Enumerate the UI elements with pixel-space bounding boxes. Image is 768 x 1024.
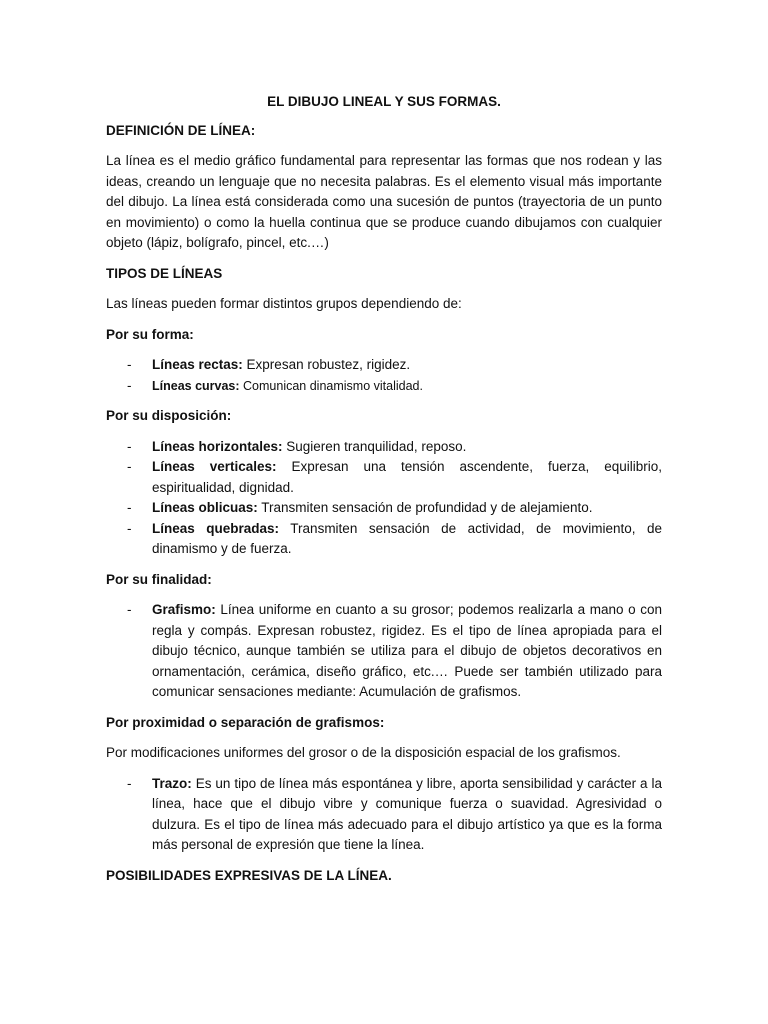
list-item (106, 437, 662, 458)
types-heading: TIPOS DE LÍNEAS (106, 265, 223, 281)
list-dash: - (127, 500, 132, 515)
item-text: Es un tipo de línea más espontánea y libre, aporta sensibilidad y carácter a la línea, hace que el dibujo vibre y comunique fuerza o suavidad. Agresividad o dulzura. Es el tipo de línea más adecuado para el dibujo artístico ya que es la forma más personal de expresión que tiene la línea. (152, 775, 662, 852)
list-dash: - (127, 520, 132, 536)
item-text: Comunican dinamismo vitalidad. (239, 378, 423, 393)
list-item (106, 774, 662, 856)
list-dash: - (127, 459, 132, 474)
list-item (106, 457, 662, 498)
item-text: Expresan una tensión ascendente, fuerza, equilibrio, espiritualidad, dignidad. (152, 459, 662, 495)
item-text: Línea uniforme en cuanto a su grosor; podemos realizarla a mano o con regla y compás. Expresan robustez, rigidez. Es el tipo de línea apropiada para el dibujo técnico, aunque también se utiliza para el dibujo de objetos decorativos en ornamentación, cerámica, diseño gráfico, etc.… Puede ser también utilizado para comunicar sensaciones mediante: Acumulación de grafismos. (152, 602, 662, 699)
definition-heading: DEFINICIÓN DE LÍNEA: (106, 122, 256, 138)
item-text: Transmiten sensación de profundidad y de alejamiento. (257, 500, 593, 515)
item-text: Expresan robustez, rigidez. (242, 357, 411, 372)
document-title: EL DIBUJO LINEAL Y SUS FORMAS. (267, 94, 501, 109)
item-text: Transmiten sensación de actividad, de movimiento, de dinamismo y de fuerza. (152, 520, 662, 556)
item-term: Líneas horizontales: (152, 438, 283, 454)
list-dash: - (127, 377, 132, 393)
list-dash: - (127, 438, 132, 454)
list-item (106, 600, 662, 703)
proximity-list (106, 774, 662, 856)
disposition-heading: Por su disposición: (106, 408, 232, 423)
form-heading: Por su forma: (106, 326, 194, 342)
item-term: Líneas rectas: (152, 357, 243, 372)
list-item (106, 355, 662, 376)
purpose-heading: Por su finalidad: (106, 571, 212, 587)
item-term: Grafismo: (152, 602, 216, 617)
item-term: Líneas quebradas: (152, 520, 280, 536)
list-dash: - (127, 357, 132, 372)
proximity-heading: Por proximidad o separación de grafismos: (106, 714, 385, 730)
item-term: Líneas verticales: (152, 459, 277, 474)
item-text: Sugieren tranquilidad, reposo. (282, 438, 467, 454)
disposition-list (106, 437, 662, 560)
list-dash: - (127, 775, 132, 791)
form-list (106, 355, 662, 396)
item-term: Trazo: (152, 775, 192, 791)
proximity-paragraph: Por modificaciones uniformes del grosor o de la disposición espacial de los grafismos. (106, 745, 621, 760)
list-dash: - (127, 602, 132, 617)
list-item (106, 519, 662, 560)
list-item (106, 498, 662, 519)
item-term: Líneas curvas: (152, 378, 240, 393)
types-intro: Las líneas pueden formar distintos grupos dependiendo de: (106, 296, 462, 311)
list-item (106, 376, 662, 397)
definition-paragraph: La línea es el medio gráfico fundamental para representar las formas que nos rodean y las ideas, creando un lenguaje que no necesita palabras. Es el elemento visual más importante del dibujo. La línea está considerada como una sucesión de puntos (trayectoria de un punto en movimiento) o como la huella continua que se produce cuando dibujamos con cualquier objeto (lápiz, bolígrafo, pincel, etc.…) (106, 153, 662, 250)
item-term: Líneas oblicuas: (152, 500, 258, 515)
purpose-list (106, 600, 662, 703)
expressive-heading: POSIBILIDADES EXPRESIVAS DE LA LÍNEA. (106, 867, 392, 883)
